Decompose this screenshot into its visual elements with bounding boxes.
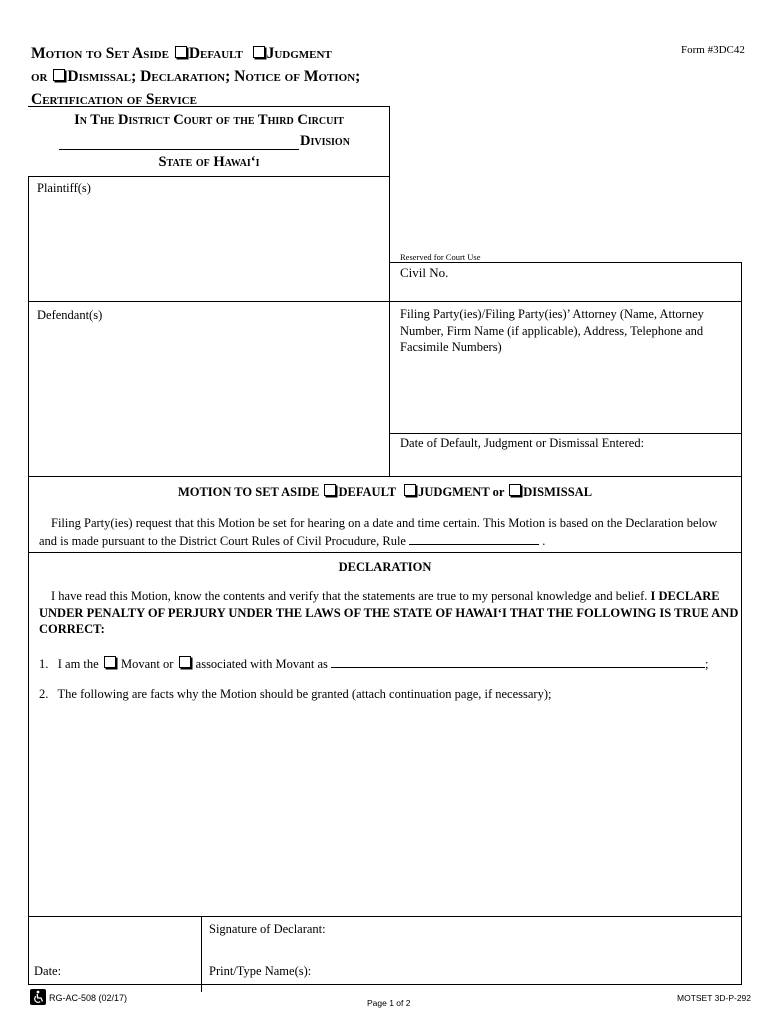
signature-label: Signature of Declarant: [209,922,326,936]
accessibility-icon [30,989,46,1005]
right-border-lower [741,945,742,985]
declaration-item-2: 2. The following are facts why the Motion should be granted (attach continuation page, if necessary); [39,687,552,701]
name-label: Print/Type Name(s): [209,964,312,978]
date-entered-label: Date of Default, Judgment or Dismissal Entered: [400,436,645,450]
form-number: Form #3DC42 [681,44,745,56]
rule-motion [28,476,742,477]
rule-caption [28,176,390,177]
court-name: In The District Court of the Third Circuit [74,112,344,128]
footer-form-id: RG-AC-508 (02/17) [49,993,128,1003]
motion-body [39,515,739,549]
movant-checkbox[interactable] [104,656,116,668]
rule-reserved [390,262,742,263]
title-line-1: Motion to Set Aside Default Judgment [31,45,332,62]
motion-judgment-checkbox[interactable] [404,484,416,496]
signature-divider [201,916,202,992]
rule-declaration [28,552,742,553]
footer-page: Page 1 of 2 [367,998,411,1008]
left-border-lower [28,945,29,985]
motion-default-checkbox[interactable] [324,484,336,496]
rule-number-field[interactable] [409,532,539,545]
motion-heading: MOTION TO SET ASIDE DEFAULT JUDGMENT or DISMISSAL [177,485,593,499]
declaration-heading: DECLARATION [338,560,432,574]
associated-as-field[interactable] [331,655,705,668]
declaration-text: I have read this Motion, know the contents and verify that the statements are true to my personal knowledge and belief. I DECLARE UNDER PENALTY OF PERJURY UNDER THE LAWS OF THE STATE OF HAWAI‘I THAT THE FOLLOWING IS TRUE AND CORRECT: [39,589,739,636]
dismissal-checkbox[interactable] [53,69,65,81]
wheelchair-icon [30,989,46,1005]
state-name: State of Hawai‘i [158,154,260,170]
right-border [741,262,742,945]
footer-code: MOTSET 3D-P-292 [677,993,752,1003]
motion-dismissal-checkbox[interactable] [509,484,521,496]
division-line [59,131,299,150]
declaration-item-1: 1. I am the Movant or associated with Movant as ; [39,657,709,671]
civil-no-label: Civil No. [400,265,449,280]
motion-body-line-1: Filing Party(ies) request that this Motion be set for hearing on a date and time certain. This Motion is based on the Declaration below [51,516,718,530]
facts-field[interactable] [30,708,740,916]
plaintiff-label: Plaintiff(s) [37,181,91,195]
title-line-3: Certification of Service [31,91,197,108]
defendant-label: Defendant(s) [37,308,103,322]
rule-signature [28,916,742,917]
default-checkbox[interactable] [175,46,187,58]
judgment-checkbox[interactable] [253,46,265,58]
division-label: Division [300,133,350,149]
filing-party-label: Filing Party(ies)/Filing Party(ies)’ Attorney (Name, Attorney Number, Firm Name (if applicable), Address, Telephone and Facsimile Numbers) [400,307,704,354]
rule-bottom [28,984,742,985]
motion-body-line-2: and is made pursuant to the District Court Rules of Civil Procudure, Rule . [39,533,546,548]
date-label: Date: [34,964,62,978]
associated-checkbox[interactable] [179,656,191,668]
reserved-label: Reserved for Court Use [400,252,481,262]
title-line-2: or Dismissal; Declaration; Notice of Motion; [31,68,361,85]
form-title [31,42,391,111]
rule-civil [28,301,742,302]
rule-date [390,433,742,434]
